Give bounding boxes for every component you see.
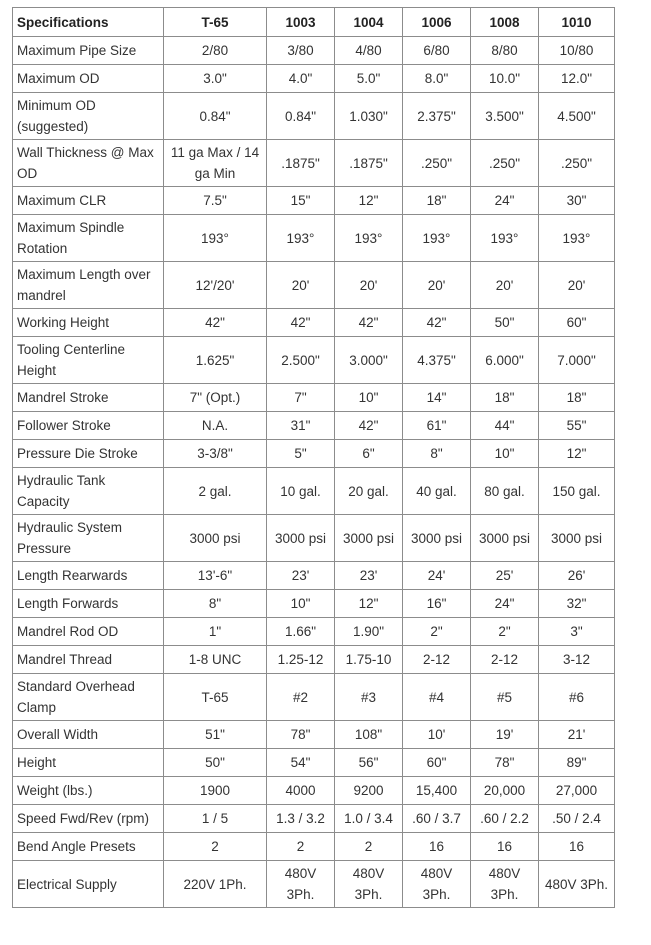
cell-value: 5.0" (335, 65, 403, 93)
cell-value: 3000 psi (471, 515, 539, 562)
cell-value: 42" (335, 309, 403, 337)
cell-value: 1" (164, 618, 267, 646)
cell-value: 42" (403, 309, 471, 337)
cell-value: .50 / 2.4 (539, 805, 615, 833)
cell-value: 2 (164, 833, 267, 861)
cell-value: 6" (335, 440, 403, 468)
cell-value: 24' (403, 562, 471, 590)
cell-value: 8.0" (403, 65, 471, 93)
cell-value: 42" (335, 412, 403, 440)
cell-value: 7.000" (539, 337, 615, 384)
cell-value: 0.84" (164, 93, 267, 140)
cell-value: 1.625" (164, 337, 267, 384)
cell-value: 16 (539, 833, 615, 861)
cell-value: .250" (403, 140, 471, 187)
cell-value: 11 ga Max / 14 ga Min (164, 140, 267, 187)
row-label: Length Rearwards (13, 562, 164, 590)
cell-value: 193° (471, 215, 539, 262)
cell-value: 10" (471, 440, 539, 468)
cell-value: 20 gal. (335, 468, 403, 515)
cell-value: 20' (471, 262, 539, 309)
cell-value: 2/80 (164, 37, 267, 65)
cell-value: 89" (539, 749, 615, 777)
row-label: Overall Width (13, 721, 164, 749)
row-label: Working Height (13, 309, 164, 337)
cell-value: 7" (267, 384, 335, 412)
cell-value: 3000 psi (164, 515, 267, 562)
cell-value: 20' (403, 262, 471, 309)
cell-value: 24" (471, 187, 539, 215)
cell-value: 2.375" (403, 93, 471, 140)
cell-value: 1.0 / 3.4 (335, 805, 403, 833)
cell-value: 10' (403, 721, 471, 749)
table-row (13, 646, 615, 674)
cell-value: 480V 3Ph. (267, 861, 335, 908)
cell-value: 3000 psi (403, 515, 471, 562)
row-label: Hydraulic Tank Capacity (13, 468, 164, 515)
cell-value: 32" (539, 590, 615, 618)
cell-value: 1.66" (267, 618, 335, 646)
cell-value: 16" (403, 590, 471, 618)
cell-value: 1.030" (335, 93, 403, 140)
table-body (13, 37, 615, 908)
table-row (13, 65, 615, 93)
specifications-table (12, 7, 615, 908)
cell-value: 80 gal. (471, 468, 539, 515)
cell-value: 8/80 (471, 37, 539, 65)
header-model-t65: T-65 (164, 8, 267, 37)
cell-value: #5 (471, 674, 539, 721)
cell-value: 480V 3Ph. (403, 861, 471, 908)
cell-value: 56" (335, 749, 403, 777)
cell-value: 16 (403, 833, 471, 861)
cell-value: .60 / 2.2 (471, 805, 539, 833)
cell-value: 3.0" (164, 65, 267, 93)
cell-value: 23' (335, 562, 403, 590)
table-row (13, 618, 615, 646)
cell-value: 23' (267, 562, 335, 590)
table-row (13, 805, 615, 833)
cell-value: 19' (471, 721, 539, 749)
table-row (13, 440, 615, 468)
row-label: Maximum Pipe Size (13, 37, 164, 65)
cell-value: 2" (403, 618, 471, 646)
cell-value: 6.000" (471, 337, 539, 384)
cell-value: 10/80 (539, 37, 615, 65)
cell-value: 26' (539, 562, 615, 590)
cell-value: 3-12 (539, 646, 615, 674)
cell-value: 3" (539, 618, 615, 646)
cell-value: .1875" (267, 140, 335, 187)
cell-value: 220V 1Ph. (164, 861, 267, 908)
cell-value: 15" (267, 187, 335, 215)
cell-value: 9200 (335, 777, 403, 805)
cell-value: .60 / 3.7 (403, 805, 471, 833)
cell-value: 12" (335, 187, 403, 215)
table-row (13, 187, 615, 215)
table-row (13, 562, 615, 590)
cell-value: 3000 psi (539, 515, 615, 562)
cell-value: 60" (539, 309, 615, 337)
row-label: Mandrel Rod OD (13, 618, 164, 646)
cell-value: 18" (539, 384, 615, 412)
cell-value: 30" (539, 187, 615, 215)
cell-value: 1900 (164, 777, 267, 805)
cell-value: 10.0" (471, 65, 539, 93)
cell-value: 20,000 (471, 777, 539, 805)
cell-value: 10 gal. (267, 468, 335, 515)
table-row (13, 590, 615, 618)
table-row (13, 262, 615, 309)
row-label: Height (13, 749, 164, 777)
cell-value: 20' (335, 262, 403, 309)
row-label: Maximum Length over mandrel (13, 262, 164, 309)
cell-value: 61" (403, 412, 471, 440)
cell-value: 2-12 (403, 646, 471, 674)
cell-value: 4.0" (267, 65, 335, 93)
cell-value: T-65 (164, 674, 267, 721)
table-row (13, 384, 615, 412)
cell-value: 150 gal. (539, 468, 615, 515)
cell-value: 15,400 (403, 777, 471, 805)
row-label: Maximum Spindle Rotation (13, 215, 164, 262)
cell-value: 480V 3Ph. (335, 861, 403, 908)
cell-value: 480V 3Ph. (471, 861, 539, 908)
cell-value: 1.25-12 (267, 646, 335, 674)
cell-value: 5" (267, 440, 335, 468)
cell-value: 3000 psi (267, 515, 335, 562)
table-row (13, 412, 615, 440)
table-row (13, 309, 615, 337)
cell-value: 8" (164, 590, 267, 618)
cell-value: 193° (539, 215, 615, 262)
cell-value: .250" (539, 140, 615, 187)
cell-value: 193° (267, 215, 335, 262)
cell-value: 21' (539, 721, 615, 749)
row-label: Mandrel Thread (13, 646, 164, 674)
cell-value: 0.84" (267, 93, 335, 140)
cell-value: 8" (403, 440, 471, 468)
row-label: Hydraulic System Pressure (13, 515, 164, 562)
cell-value: 42" (267, 309, 335, 337)
cell-value: 18" (403, 187, 471, 215)
cell-value: .250" (471, 140, 539, 187)
cell-value: 24" (471, 590, 539, 618)
cell-value: 3000 psi (335, 515, 403, 562)
table-row (13, 749, 615, 777)
cell-value: 20' (267, 262, 335, 309)
cell-value: 2 (335, 833, 403, 861)
cell-value: 1.75-10 (335, 646, 403, 674)
cell-value: 1-8 UNC (164, 646, 267, 674)
cell-value: 1 / 5 (164, 805, 267, 833)
cell-value: 2" (471, 618, 539, 646)
table-row (13, 140, 615, 187)
cell-value: 2.500" (267, 337, 335, 384)
cell-value: #6 (539, 674, 615, 721)
cell-value: 193° (335, 215, 403, 262)
table-row (13, 861, 615, 908)
cell-value: 3.000" (335, 337, 403, 384)
cell-value: 12" (335, 590, 403, 618)
cell-value: 54" (267, 749, 335, 777)
cell-value: 3-3/8" (164, 440, 267, 468)
cell-value: 6/80 (403, 37, 471, 65)
row-label: Weight (lbs.) (13, 777, 164, 805)
cell-value: 14" (403, 384, 471, 412)
table-row (13, 37, 615, 65)
cell-value: 10" (335, 384, 403, 412)
header-model-1010: 1010 (539, 8, 615, 37)
cell-value: 12" (539, 440, 615, 468)
table-row (13, 833, 615, 861)
header-model-1006: 1006 (403, 8, 471, 37)
cell-value: 1.3 / 3.2 (267, 805, 335, 833)
table-row (13, 674, 615, 721)
cell-value: N.A. (164, 412, 267, 440)
cell-value: 27,000 (539, 777, 615, 805)
cell-value: 4000 (267, 777, 335, 805)
table-row (13, 721, 615, 749)
row-label: Electrical Supply (13, 861, 164, 908)
cell-value: 78" (267, 721, 335, 749)
header-specifications: Specifications (13, 8, 164, 37)
cell-value: #4 (403, 674, 471, 721)
cell-value: 60" (403, 749, 471, 777)
cell-value: 25' (471, 562, 539, 590)
cell-value: 4/80 (335, 37, 403, 65)
table-row (13, 777, 615, 805)
cell-value: 4.500" (539, 93, 615, 140)
table-row (13, 337, 615, 384)
cell-value: 2 (267, 833, 335, 861)
cell-value: 193° (164, 215, 267, 262)
cell-value: 12.0" (539, 65, 615, 93)
cell-value: 40 gal. (403, 468, 471, 515)
header-model-1003: 1003 (267, 8, 335, 37)
cell-value: 50" (164, 749, 267, 777)
header-model-1004: 1004 (335, 8, 403, 37)
row-label: Speed Fwd/Rev (rpm) (13, 805, 164, 833)
cell-value: 3/80 (267, 37, 335, 65)
table-row (13, 515, 615, 562)
cell-value: 50" (471, 309, 539, 337)
row-label: Tooling Centerline Height (13, 337, 164, 384)
cell-value: 2-12 (471, 646, 539, 674)
row-label: Wall Thickness @ Max OD (13, 140, 164, 187)
cell-value: 55" (539, 412, 615, 440)
cell-value: 12'/20' (164, 262, 267, 309)
cell-value: 20' (539, 262, 615, 309)
table-row (13, 215, 615, 262)
cell-value: 2 gal. (164, 468, 267, 515)
cell-value: 18" (471, 384, 539, 412)
row-label: Bend Angle Presets (13, 833, 164, 861)
row-label: Mandrel Stroke (13, 384, 164, 412)
table-row (13, 93, 615, 140)
cell-value: 3.500" (471, 93, 539, 140)
cell-value: 51" (164, 721, 267, 749)
cell-value: #3 (335, 674, 403, 721)
cell-value: 31" (267, 412, 335, 440)
cell-value: #2 (267, 674, 335, 721)
cell-value: 7.5" (164, 187, 267, 215)
table-row (13, 468, 615, 515)
cell-value: 78" (471, 749, 539, 777)
row-label: Length Forwards (13, 590, 164, 618)
cell-value: .1875" (335, 140, 403, 187)
cell-value: 1.90" (335, 618, 403, 646)
header-model-1008: 1008 (471, 8, 539, 37)
row-label: Maximum CLR (13, 187, 164, 215)
row-label: Pressure Die Stroke (13, 440, 164, 468)
cell-value: 193° (403, 215, 471, 262)
row-label: Standard Overhead Clamp (13, 674, 164, 721)
row-label: Follower Stroke (13, 412, 164, 440)
row-label: Minimum OD (suggested) (13, 93, 164, 140)
cell-value: 4.375" (403, 337, 471, 384)
cell-value: 16 (471, 833, 539, 861)
cell-value: 480V 3Ph. (539, 861, 615, 908)
cell-value: 108" (335, 721, 403, 749)
table-header-row (13, 8, 615, 37)
cell-value: 44" (471, 412, 539, 440)
cell-value: 13'-6" (164, 562, 267, 590)
row-label: Maximum OD (13, 65, 164, 93)
cell-value: 7" (Opt.) (164, 384, 267, 412)
cell-value: 10" (267, 590, 335, 618)
cell-value: 42" (164, 309, 267, 337)
